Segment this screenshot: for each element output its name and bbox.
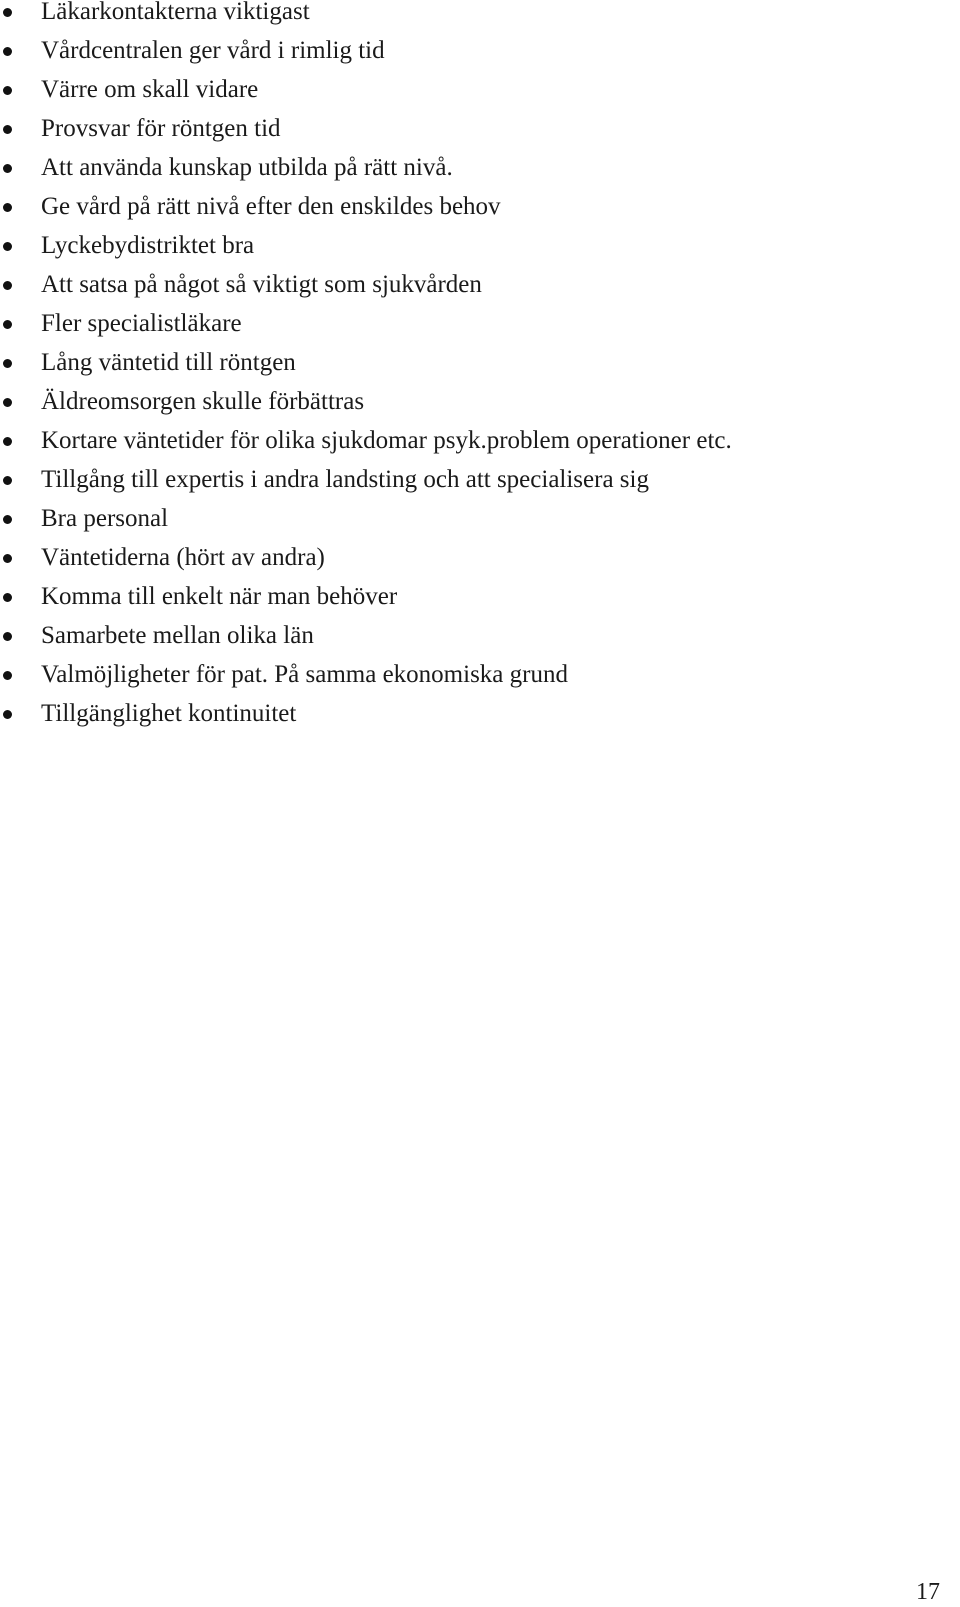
bullet-icon <box>3 671 12 680</box>
bullet-icon <box>3 8 12 17</box>
bullet-icon <box>3 86 12 95</box>
bullet-icon <box>3 593 12 602</box>
bullet-icon <box>3 164 12 173</box>
list-item-text: Bra personal <box>41 505 169 532</box>
list-item-text: Valmöjligheter för pat. På samma ekonomiska grund <box>41 661 568 688</box>
page-number: 17 <box>916 1579 940 1605</box>
list-item-text: Väntetiderna (hört av andra) <box>41 544 325 571</box>
bullet-icon <box>3 476 12 485</box>
bullet-icon <box>3 242 12 251</box>
list-item-text: Att satsa på något så viktigt som sjukvården <box>41 271 482 298</box>
list-item-text: Att använda kunskap utbilda på rätt nivå. <box>41 154 453 181</box>
list-item-text: Samarbete mellan olika län <box>41 622 314 649</box>
list-item-text: Läkarkontakterna viktigast <box>41 0 310 25</box>
list-item-text: Kortare väntetider för olika sjukdomar psyk.problem operationer etc. <box>41 427 732 454</box>
list-item-text: Tillgång till expertis i andra landsting och att specialisera sig <box>41 466 649 493</box>
list-item-text: Lyckebydistriktet bra <box>41 232 255 259</box>
bullet-icon <box>3 359 12 368</box>
bullet-icon <box>3 554 12 563</box>
list-item-text: Tillgänglighet kontinuitet <box>41 700 297 727</box>
list-item-text: Provsvar för röntgen tid <box>41 115 281 142</box>
list-item-text: Lång väntetid till röntgen <box>41 349 296 376</box>
bullet-icon <box>3 710 12 719</box>
list-item-text: Fler specialistläkare <box>41 310 242 337</box>
bullet-icon <box>3 320 12 329</box>
list-item-text: Komma till enkelt när man behöver <box>41 583 398 610</box>
list-item-text: Äldreomsorgen skulle förbättras <box>41 388 365 415</box>
list-item-text: Värre om skall vidare <box>41 76 259 103</box>
bullet-icon <box>3 398 12 407</box>
bullet-icon <box>3 632 12 641</box>
bullet-icon <box>3 125 12 134</box>
list-item-text: Vårdcentralen ger vård i rimlig tid <box>41 37 385 64</box>
bullet-icon <box>3 515 12 524</box>
list-item-text: Ge vård på rätt nivå efter den enskildes behov <box>41 193 501 220</box>
bullet-icon <box>3 203 12 212</box>
bullet-icon <box>3 437 12 446</box>
bullet-icon <box>3 281 12 290</box>
bullet-icon <box>3 47 12 56</box>
